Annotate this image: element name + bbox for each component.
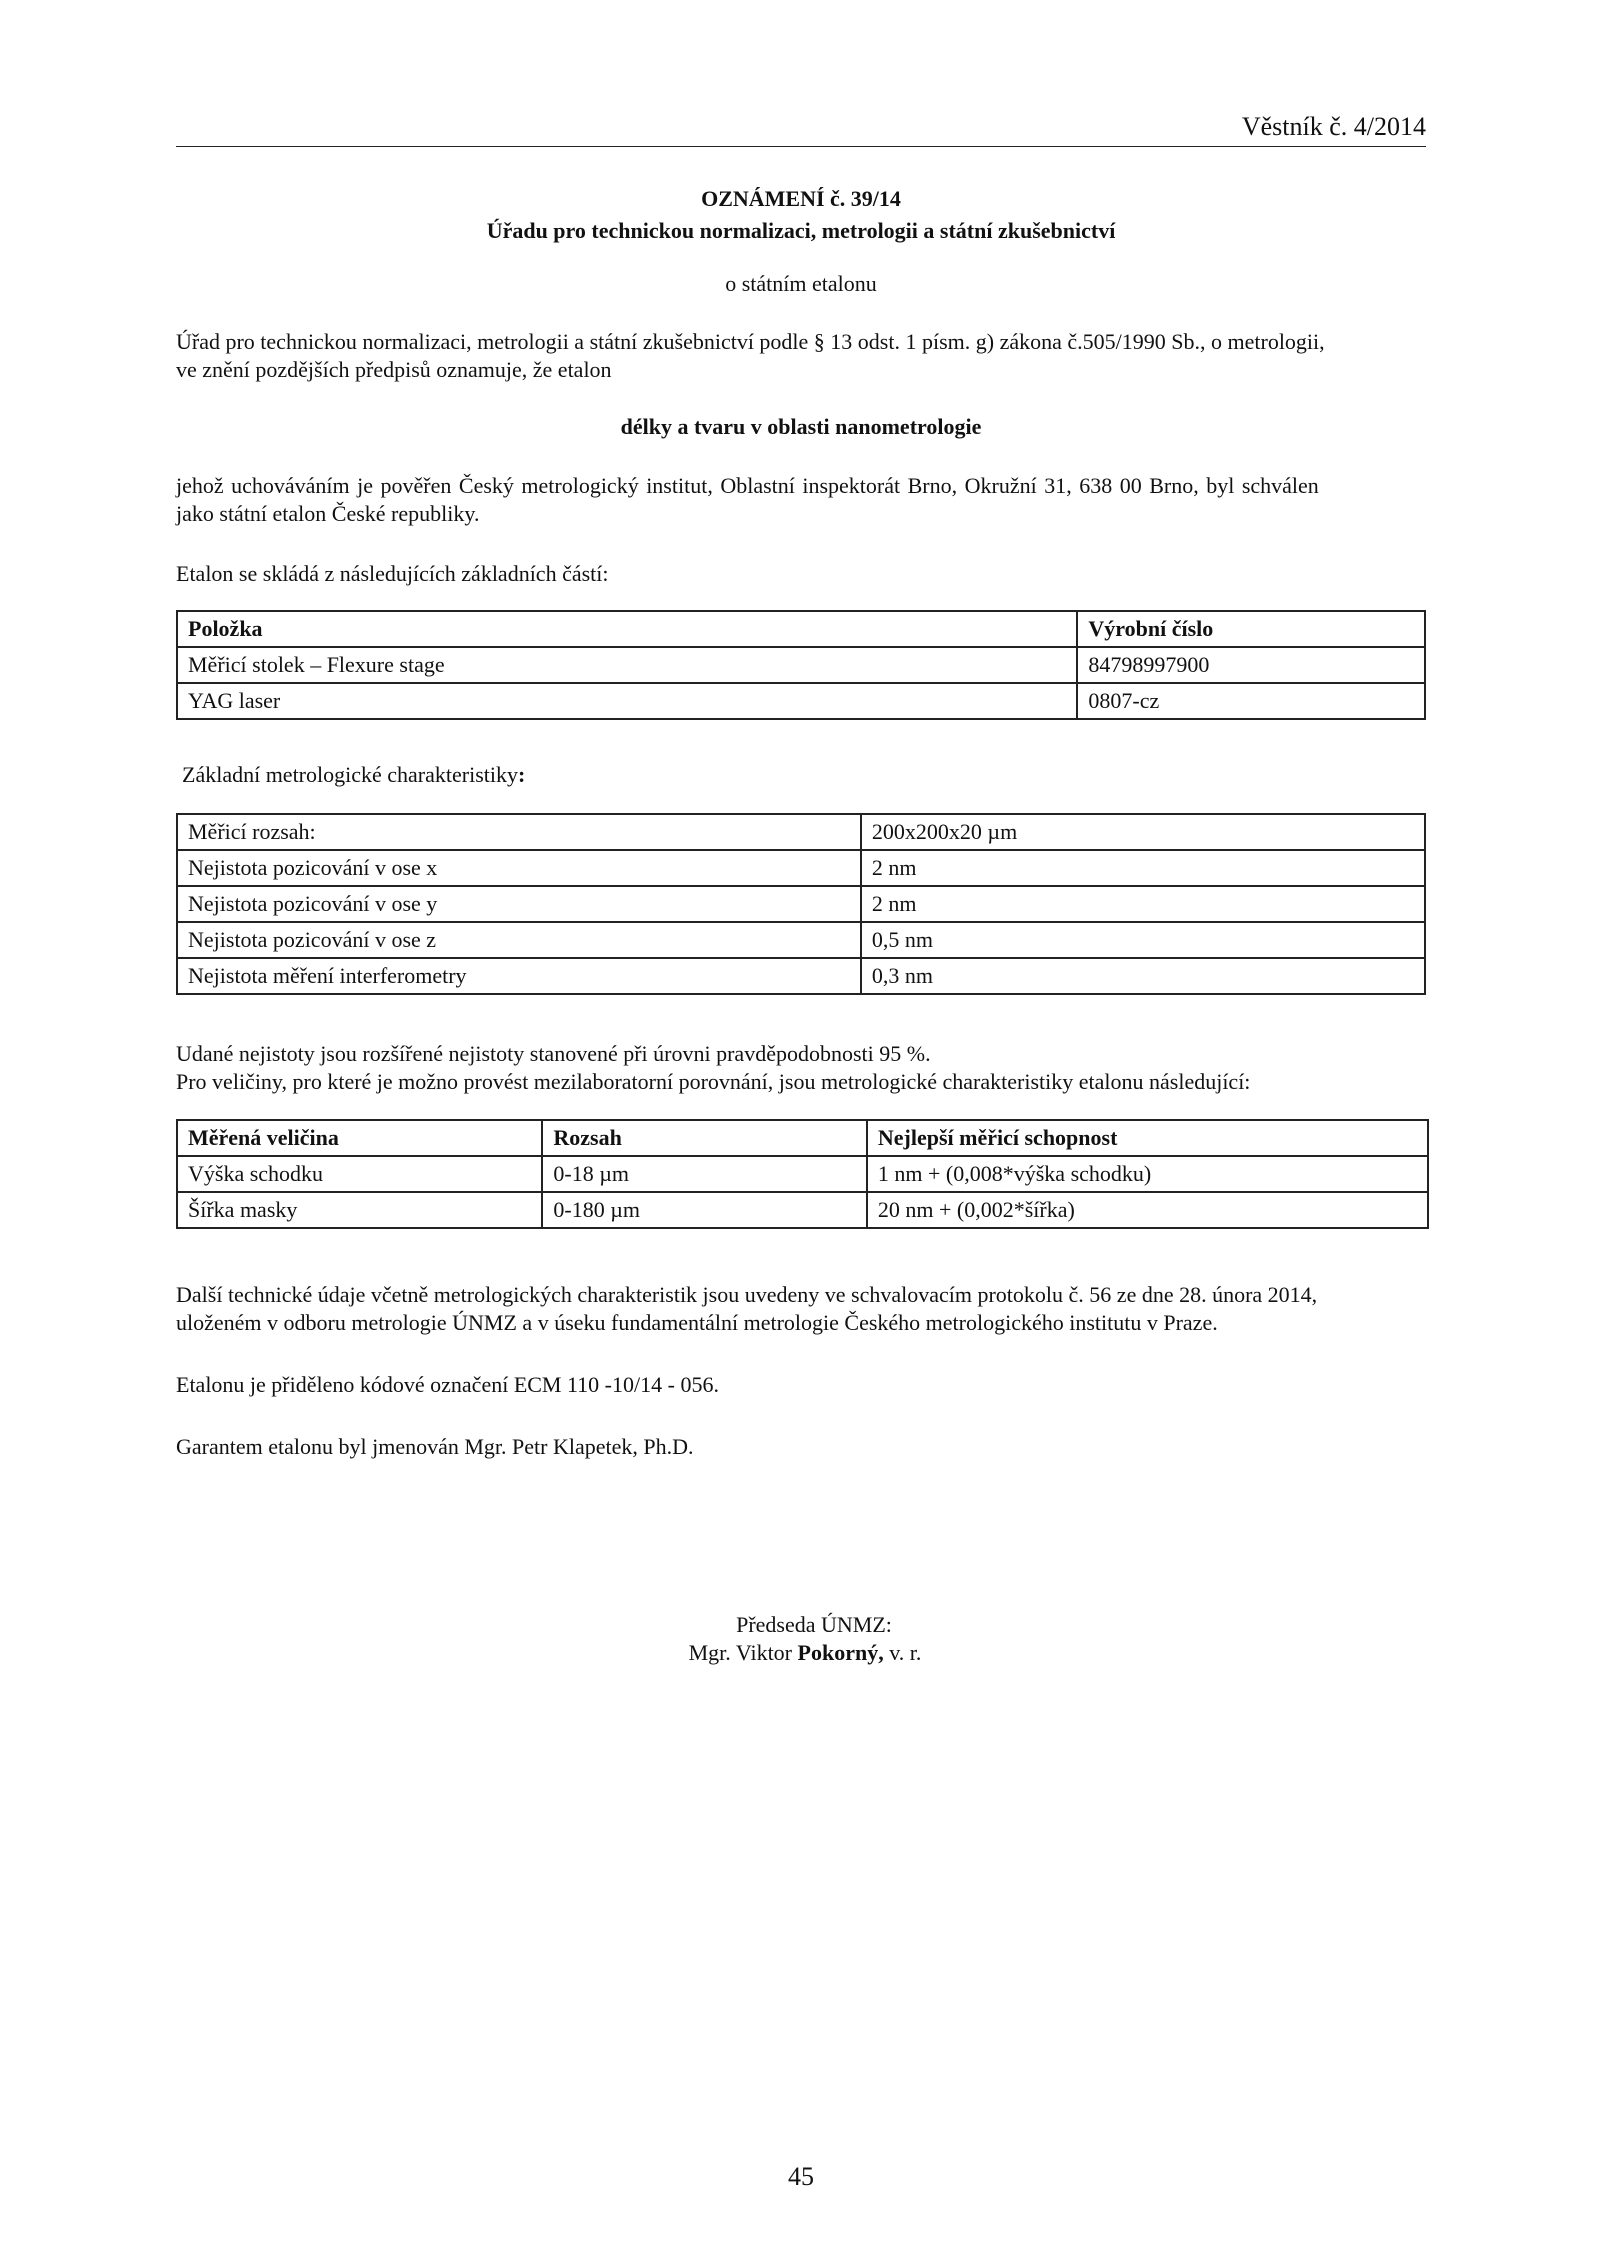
table-row: [177, 886, 1425, 922]
parts-intro: Etalon se skládá z následujících základních částí:: [176, 561, 609, 586]
column-header: Rozsah: [542, 1120, 866, 1156]
table-cell: 2 nm: [861, 886, 1425, 922]
characteristics-table: [176, 813, 1426, 995]
table-cell: 1 nm + (0,008*výška schodku): [867, 1156, 1428, 1192]
etalon-code: Etalonu je přiděleno kódové označení ECM 110 -10/14 - 056.: [176, 1372, 719, 1397]
page-number: 45: [788, 2162, 814, 2191]
column-header: Nejlepší měřicí schopnost: [867, 1120, 1428, 1156]
table-cell: 0-18 µm: [542, 1156, 866, 1192]
intro-line-2: ve znění pozdějších předpisů oznamuje, že etalon: [176, 357, 612, 382]
table-header-row: [177, 1120, 1428, 1156]
table-row: [177, 814, 1425, 850]
bulletin-header: Věstník č. 4/2014: [1241, 112, 1426, 141]
table-cell: Měřicí rozsah:: [177, 814, 861, 850]
notice-issuer: Úřadu pro technickou normalizaci, metrologii a státní zkušebnictví: [486, 218, 1116, 243]
characteristics-heading: [182, 762, 525, 788]
table-cell: 0807-cz: [1077, 683, 1425, 719]
table-cell: 200x200x20 µm: [861, 814, 1425, 850]
table-row: [177, 1156, 1428, 1192]
header-divider: [176, 146, 1426, 147]
uncertainty-note-2: Pro veličiny, pro které je možno provést mezilaboratorní porovnání, jsou metrologické charakteristiky etalonu následující:: [176, 1069, 1251, 1094]
table-row: [177, 683, 1425, 719]
table-cell: Nejistota pozicování v ose z: [177, 922, 861, 958]
table-row: [177, 647, 1425, 683]
characteristics-heading-colon: :: [517, 762, 526, 787]
further-info-line-2: uloženém v odboru metrologie ÚNMZ a v úseku fundamentální metrologie Českého metrologického institutu v Praze.: [176, 1310, 1218, 1335]
etalon-name: délky a tvaru v oblasti nanometrologie: [620, 414, 982, 439]
notice-subject: o státním etalonu: [725, 271, 877, 296]
guarantor: Garantem etalonu byl jmenován Mgr. Petr Klapetek, Ph.D.: [176, 1434, 694, 1459]
table-row: [177, 958, 1425, 994]
table-cell: 0,3 nm: [861, 958, 1425, 994]
custodian-line-1: jehož uchováváním je pověřen Český metrologický institut, Oblastní inspektorát Brno, Okružní 31, 638 00 Brno, byl schválen: [176, 473, 1319, 498]
table-cell: Nejistota pozicování v ose x: [177, 850, 861, 886]
capability-table: [176, 1119, 1429, 1229]
table-header-row: [177, 611, 1425, 647]
signature-role: Předseda ÚNMZ:: [736, 1612, 892, 1637]
signature-suffix: v. r.: [883, 1640, 922, 1665]
table-row: [177, 850, 1425, 886]
table-cell: Šířka masky: [177, 1192, 542, 1228]
table-cell: Nejistota pozicování v ose y: [177, 886, 861, 922]
table-cell: 20 nm + (0,002*šířka): [867, 1192, 1428, 1228]
signature-name-prefix: Mgr. Viktor: [688, 1640, 798, 1665]
table-cell: YAG laser: [177, 683, 1077, 719]
notice-number: OZNÁMENÍ č. 39/14: [701, 186, 901, 211]
custodian-line-2: jako státní etalon České republiky.: [176, 501, 480, 526]
table-cell: 0-180 µm: [542, 1192, 866, 1228]
table-cell: Měřicí stolek – Flexure stage: [177, 647, 1077, 683]
signature-surname: Pokorný,: [797, 1640, 884, 1665]
table-cell: 84798997900: [1077, 647, 1425, 683]
table-cell: Nejistota měření interferometry: [177, 958, 861, 994]
intro-line-1: Úřad pro technickou normalizaci, metrologii a státní zkušebnictví podle § 13 odst. 1 písm. g) zákona č.505/1990 Sb., o metrologii,: [176, 329, 1325, 354]
table-cell: Výška schodku: [177, 1156, 542, 1192]
column-header: Položka: [177, 611, 1077, 647]
characteristics-heading-text: Základní metrologické charakteristiky: [182, 762, 518, 787]
table-cell: 0,5 nm: [861, 922, 1425, 958]
column-header: Měřená veličina: [177, 1120, 542, 1156]
table-row: [177, 1192, 1428, 1228]
parts-table: [176, 610, 1426, 720]
uncertainty-note-1: Udané nejistoty jsou rozšířené nejistoty stanovené při úrovni pravděpodobnosti 95 %.: [176, 1041, 931, 1066]
table-cell: 2 nm: [861, 850, 1425, 886]
further-info-line-1: Další technické údaje včetně metrologických charakteristik jsou uvedeny ve schvalovacím protokolu č. 56 ze dne 28. února 2014,: [176, 1282, 1318, 1307]
table-row: [177, 922, 1425, 958]
signature-name: [176, 1640, 1426, 1666]
column-header: Výrobní číslo: [1077, 611, 1425, 647]
